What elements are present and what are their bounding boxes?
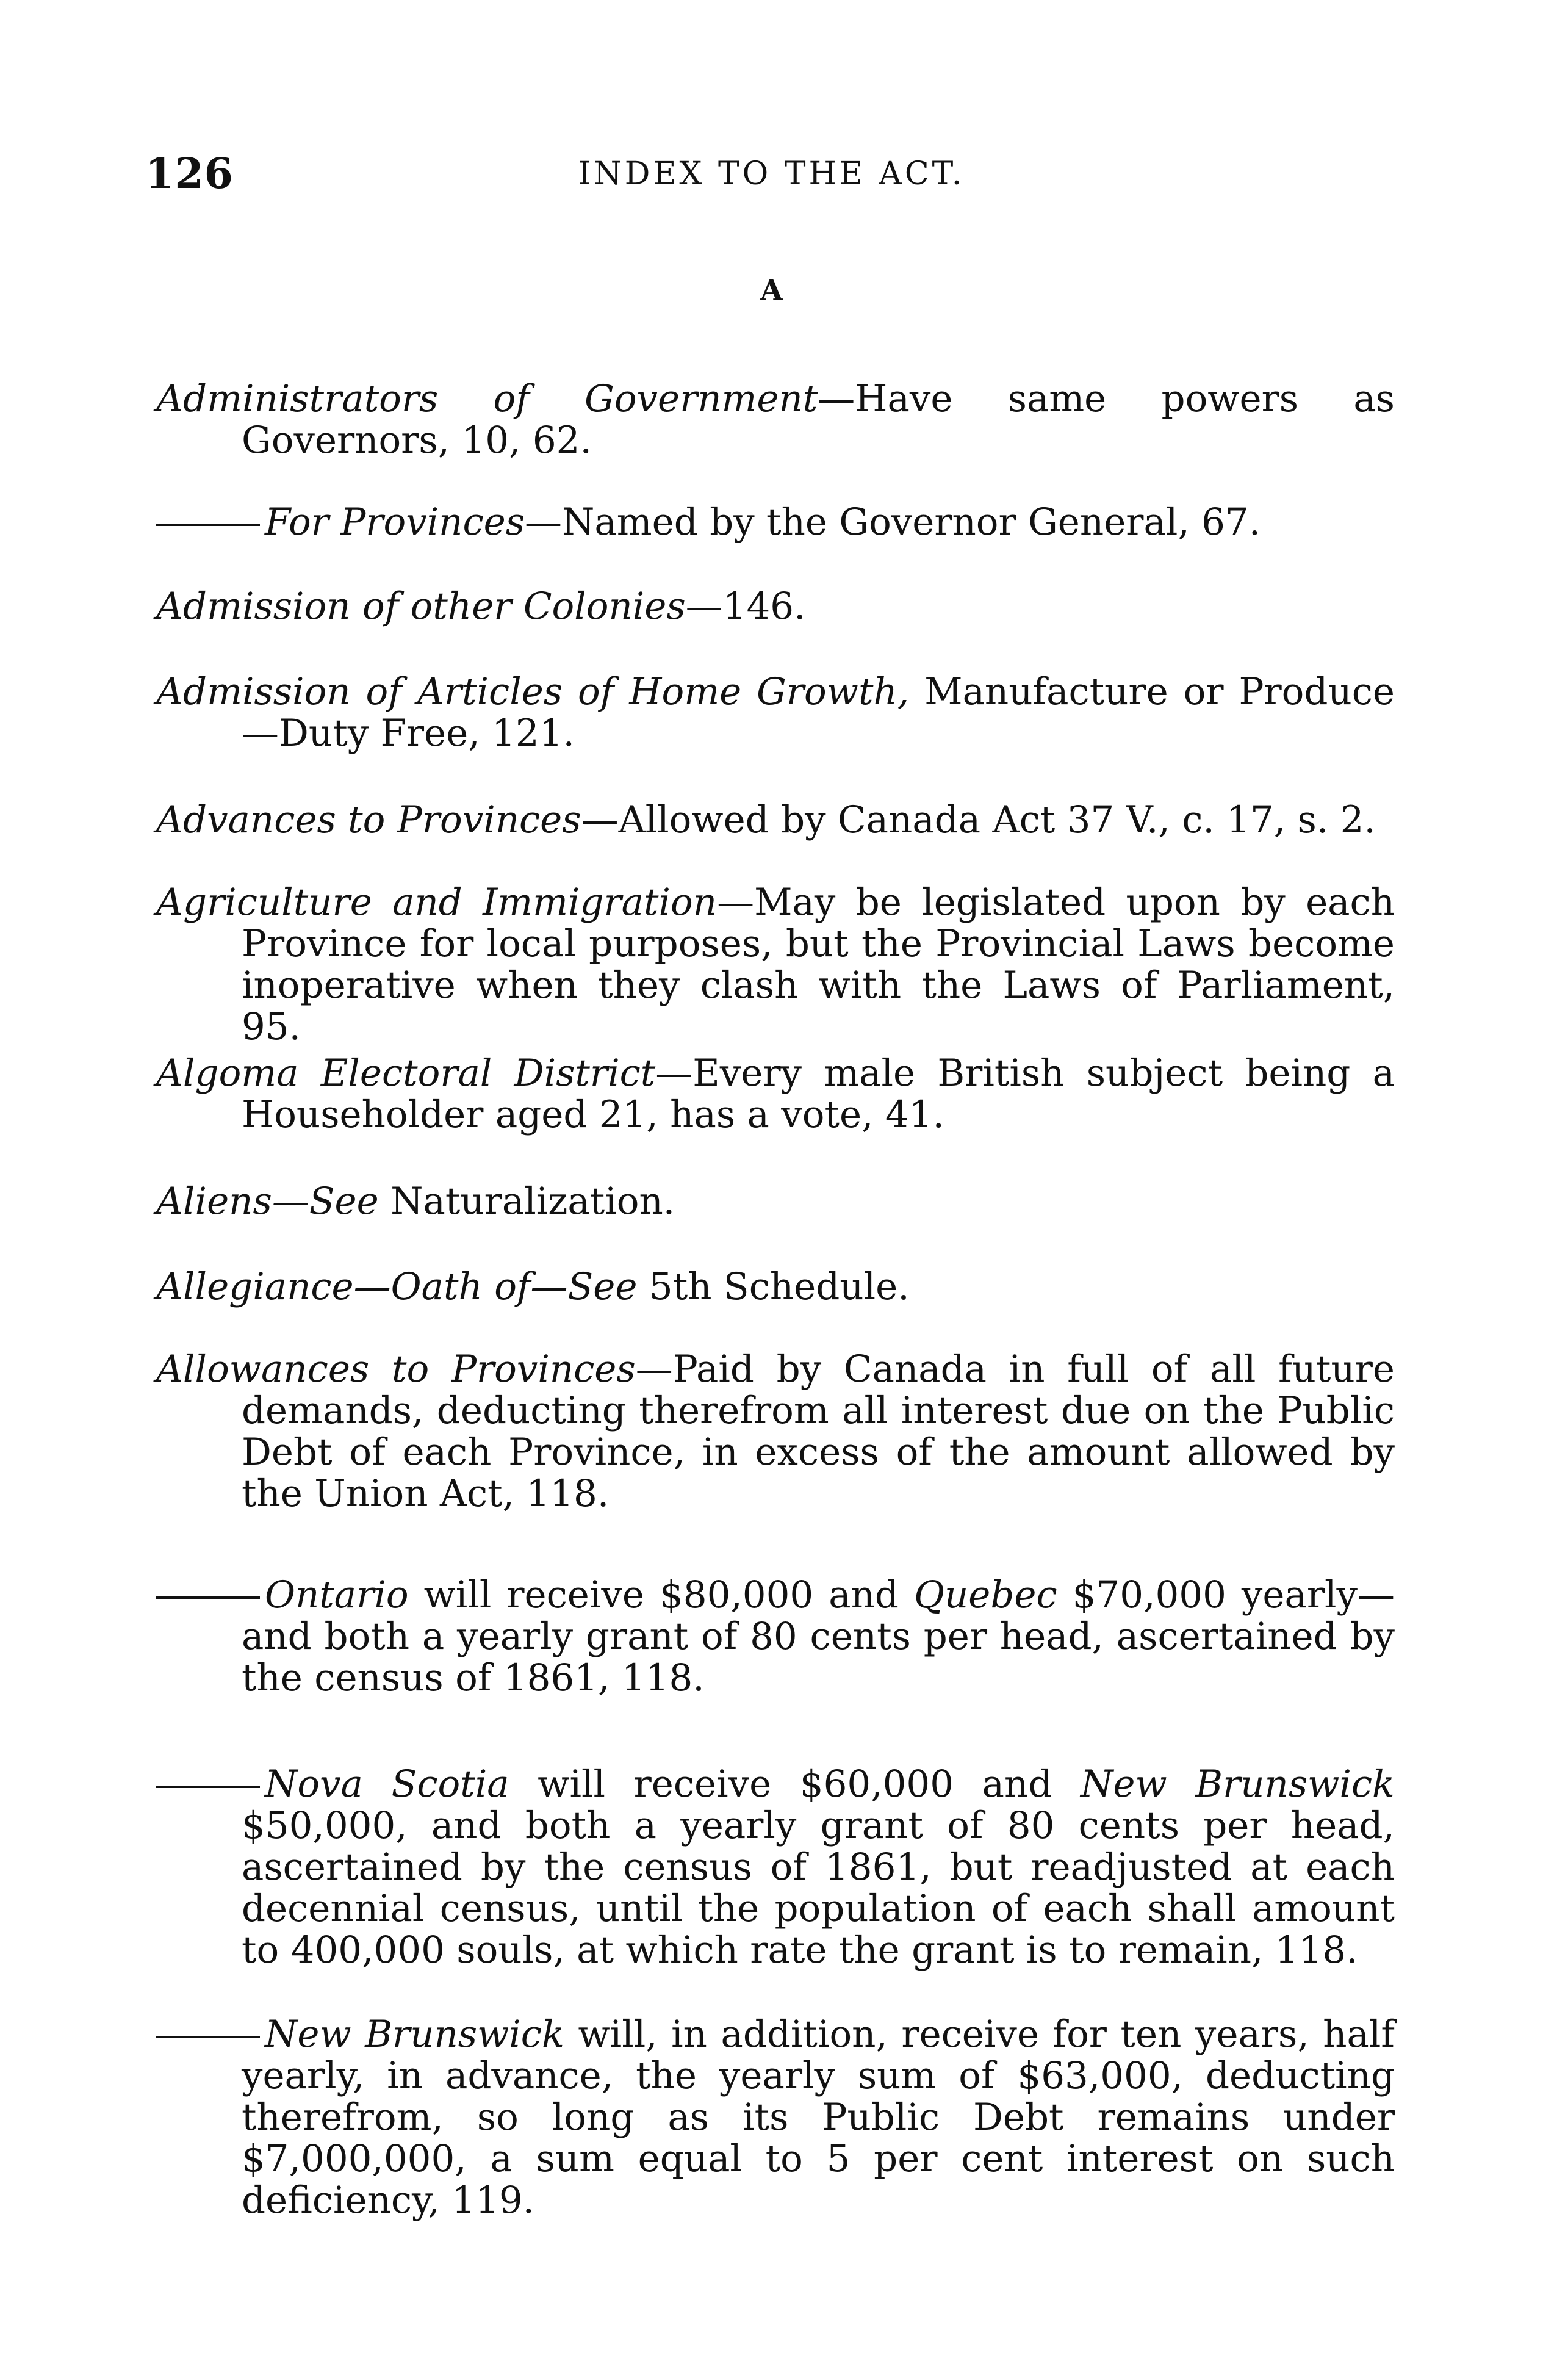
index-subentry (156, 1574, 1395, 1699)
entry-heading-secondary: New Brunswick (1080, 1762, 1395, 1806)
index-entry (156, 378, 1395, 461)
entry-text-secondary: $70,000 yearly—and both a yearly grant of 80 cents per head, ascertained by the census of 1861, 118. (242, 1573, 1395, 1700)
entry-heading: Nova Scotia (265, 1762, 509, 1806)
dash-rule (156, 1786, 260, 1788)
entry-text: Manufacture or Produce—Duty Free, 121. (242, 670, 1395, 755)
index-subentry (156, 1764, 1395, 1971)
entry-text-secondary: $50,000, and both a yearly grant of 80 cents per head, ascertained by the census of 1861, but readjusted at each decennial census, until the population of each shall amount to 400,000 souls, at which rate the grant is to remain, 118. (242, 1804, 1395, 1972)
dash-rule (156, 1596, 260, 1599)
entry-text: will, in addition, receive for ten years, half yearly, in advance, the yearly sum of $63,000, deducting therefrom, so long as its Public Debt remains under $7,000,000, a sum equal to 5 per cent interest on such deficiency, 119. (242, 2013, 1395, 2222)
index-entry (156, 882, 1395, 1048)
entry-text: will receive $80,000 and (408, 1573, 914, 1617)
entry-heading: Admission of other Colonies (156, 585, 686, 628)
entry-heading: Aliens—See (156, 1180, 379, 1223)
index-entry (156, 586, 1395, 627)
index-subentry (156, 2014, 1395, 2221)
page-number: 126 (145, 150, 234, 198)
entry-heading-secondary: Quebec (913, 1573, 1057, 1617)
index-subentry (156, 502, 1395, 543)
index-entry (156, 1266, 1395, 1308)
index-entry (156, 1349, 1395, 1515)
entry-text: Naturalization. (378, 1180, 675, 1223)
index-entry (156, 799, 1395, 841)
entry-heading: Administrators of Government (156, 377, 818, 420)
dash-rule (156, 524, 260, 526)
index-entry (156, 1053, 1395, 1136)
entry-heading: Allegiance—Oath of—See (156, 1265, 638, 1308)
entry-heading: Ontario (265, 1573, 409, 1617)
entry-heading: Admission of Articles of Home Growth, (156, 670, 910, 713)
entry-text: —146. (685, 585, 806, 628)
entry-text: —May be legislated upon by each Province for local purposes, but the Provincial Laws become inoperative when they clash with the Laws of Parliament, 95. (242, 881, 1395, 1048)
entry-text: —Paid by Canada in full of all future demands, deducting therefrom all interest due on the Public Debt of each Province, in excess of the amount allowed by the Union Act, 118. (242, 1347, 1395, 1515)
entry-text: —Have same powers as Governors, 10, 62. (242, 377, 1395, 462)
entry-heading: Advances to Provinces (156, 798, 581, 842)
entry-heading: Algoma Electoral District (156, 1051, 656, 1095)
entry-heading: New Brunswick (265, 2013, 564, 2056)
section-letter: A (760, 273, 783, 308)
running-title: INDEX TO THE ACT. (578, 156, 965, 192)
index-entry (156, 671, 1395, 754)
entry-heading: Agriculture and Immigration (156, 881, 718, 924)
entry-heading: For Provinces (265, 500, 525, 544)
entry-text: —Allowed by Canada Act 37 V., c. 17, s. 2. (581, 798, 1376, 842)
entry-text: 5th Schedule. (637, 1265, 910, 1308)
entry-text: will receive $60,000 and (509, 1762, 1081, 1806)
index-entry (156, 1181, 1395, 1222)
entry-text: —Named by the Governor General, 67. (525, 500, 1261, 544)
entry-text: —Every male British subject being a Householder aged 21, has a vote, 41. (242, 1051, 1395, 1136)
dash-rule (156, 2036, 260, 2038)
entry-heading: Allowances to Provinces (156, 1347, 636, 1391)
